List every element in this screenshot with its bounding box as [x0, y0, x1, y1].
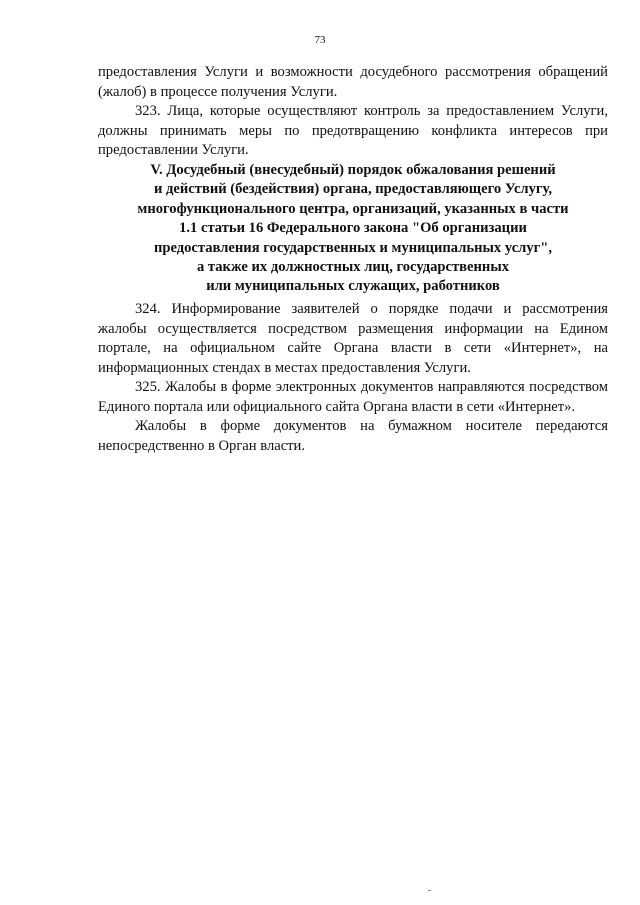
section-heading-line: а также их должностных лиц, государственных [196, 259, 510, 276]
section-heading-line: предоставления государственных и муниципальных услуг", [153, 239, 553, 256]
scan-artifact [428, 890, 431, 891]
section-heading-line: 1.1 статьи 16 Федерального закона "Об организации [179, 220, 527, 237]
section-heading-line: и действий (бездействия) органа, предоставляющего Услугу, [153, 181, 553, 198]
text-block-bottom [98, 300, 608, 456]
section-heading-line: или муниципальных служащих, работников [206, 278, 500, 295]
paragraph-continuation: предоставления Услуги и возможности досудебного рассмотрения обращений (жалоб) в процессе получения Услуги. [98, 64, 608, 100]
section-heading-line: V. Досудебный (внесудебный) порядок обжалования решений [150, 162, 556, 178]
paragraph-325: 325. Жалобы в форме электронных документов направляются посредством Единого портала или официального сайта Органа власти в сети «Интернет». [98, 379, 608, 415]
text-block-top [98, 63, 608, 161]
section-heading-line: многофункционального центра, организаций, указанных в части [137, 200, 569, 217]
paragraph-324: 324. Информирование заявителей о порядке подачи и рассмотрения жалобы осуществляется посредством размещения информации на Едином портале, на официальном сайте Органа власти в сети «Интернет», на информационных стендах в местах предоставления Услуги. [98, 301, 608, 376]
page-number: 73 [314, 34, 326, 46]
paragraph-paper-complaints: Жалобы в форме документов на бумажном носителе передаются непосредственно в Орган власти. [98, 418, 608, 454]
section-heading [98, 161, 608, 297]
paragraph-323: 323. Лица, которые осуществляют контроль за предоставлением Услуги, должны принимать меры по предотвращению конфликта интересов при предоставлении Услуги. [98, 103, 608, 158]
